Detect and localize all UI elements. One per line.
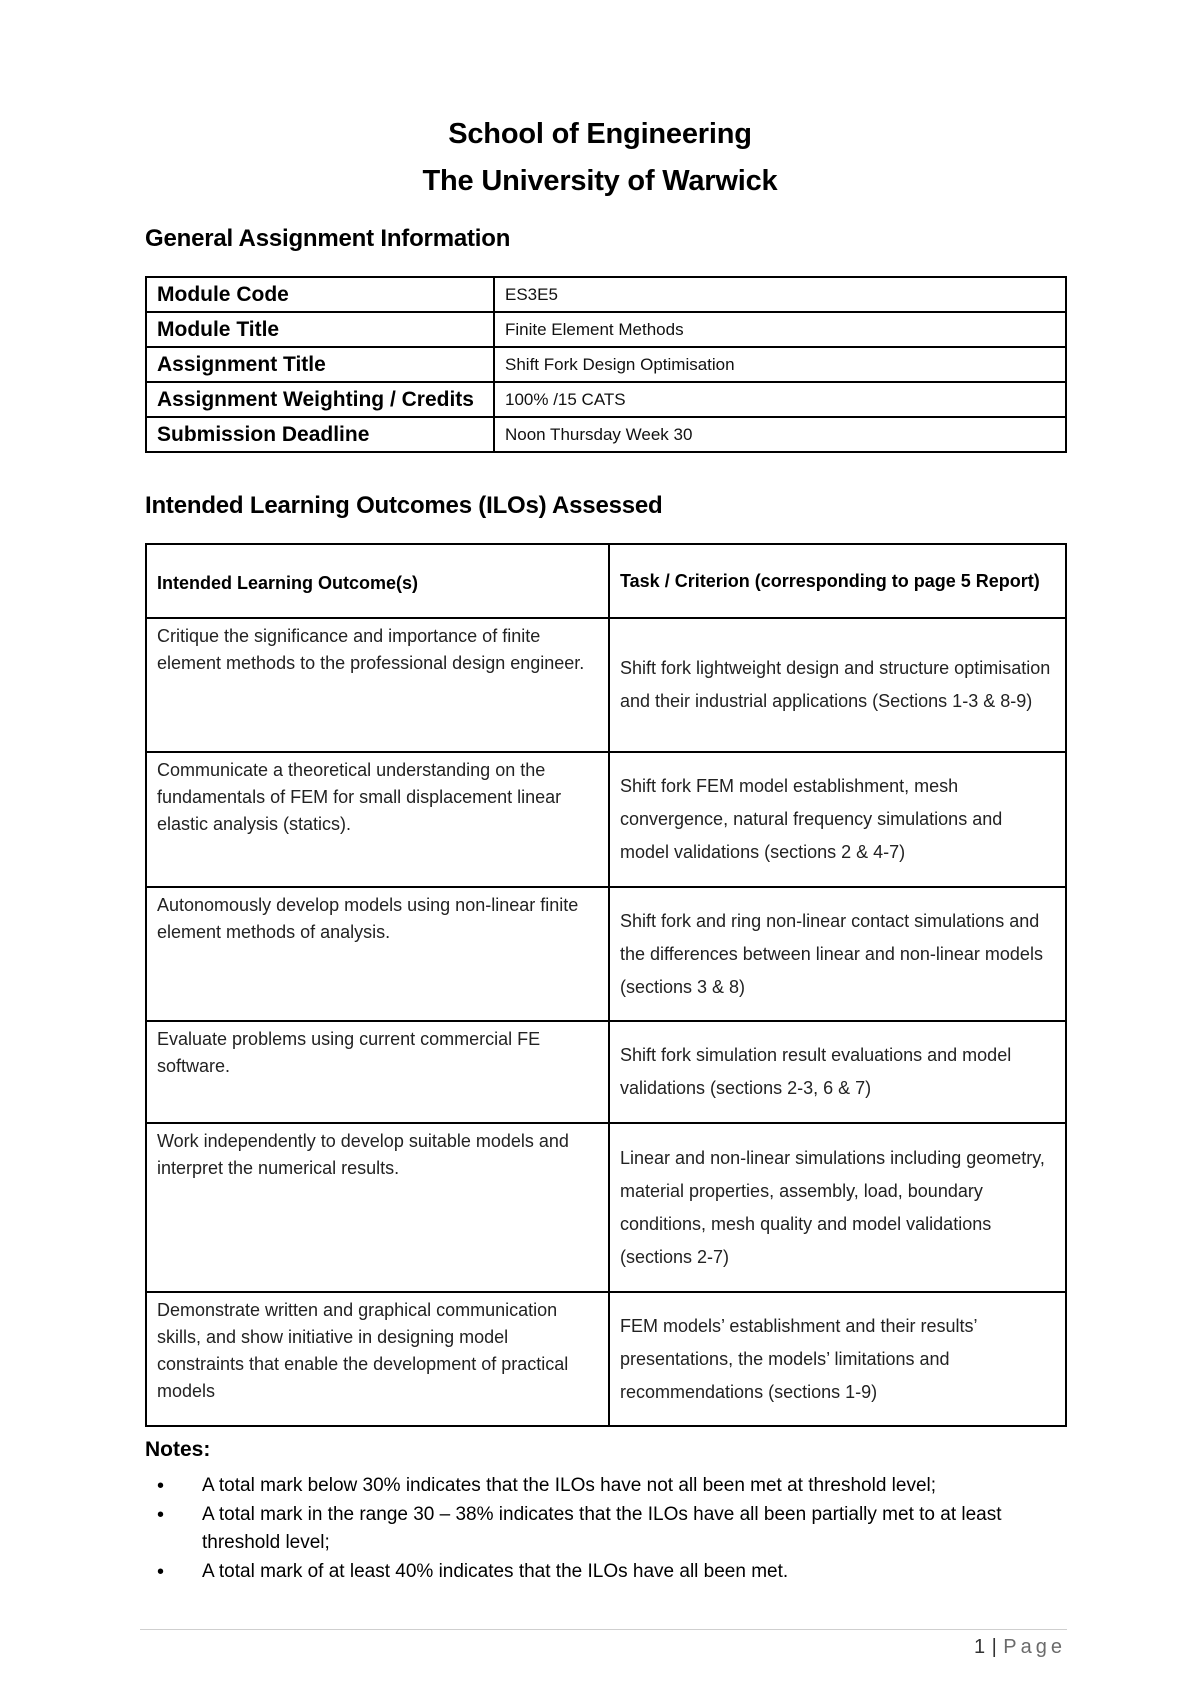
outcome-cell: Autonomously develop models using non-linear finite element methods of analysis.	[146, 887, 609, 1021]
footer-separator: |	[991, 1636, 998, 1658]
table-row	[146, 1292, 1066, 1426]
outcome-cell: Communicate a theoretical understanding on the fundamentals of FEM for small displacement linear elastic analysis (statics).	[146, 752, 609, 887]
university-title: The University of Warwick	[422, 165, 778, 197]
info-value: 100% /15 CATS	[494, 382, 1066, 417]
notes-heading: Notes:	[145, 1438, 211, 1461]
table-header-row	[146, 544, 1066, 618]
task-cell: FEM models’ establishment and their results’ presentations, the models’ limitations and recommendations (sections 1-9)	[609, 1292, 1066, 1426]
ilo-table	[145, 543, 1067, 1427]
info-value: ES3E5	[494, 277, 1066, 312]
ilo-heading: Intended Learning Outcomes (ILOs) Assessed	[145, 492, 663, 519]
table-row	[146, 1123, 1066, 1292]
task-cell: Shift fork FEM model establishment, mesh convergence, natural frequency simulations and model validations (sections 2 & 4-7)	[609, 752, 1066, 887]
info-label: Module Title	[146, 312, 494, 347]
table-row	[146, 347, 1066, 382]
list-item: • A total mark in the range 30 – 38% indicates that the ILOs have all been partially met to at least threshold level;	[145, 1501, 1075, 1557]
general-info-heading: General Assignment Information	[145, 225, 511, 252]
table-row	[146, 417, 1066, 452]
column-header-outcome: Intended Learning Outcome(s)	[146, 544, 609, 618]
info-value: Shift Fork Design Optimisation	[494, 347, 1066, 382]
footer-divider	[140, 1629, 1067, 1630]
school-title: School of Engineering	[448, 118, 752, 150]
outcome-cell: Evaluate problems using current commercial FE software.	[146, 1021, 609, 1123]
table-row	[146, 277, 1066, 312]
task-cell: Linear and non-linear simulations including geometry, material properties, assembly, load, boundary conditions, mesh quality and model validations (sections 2-7)	[609, 1123, 1066, 1292]
general-info-table	[145, 276, 1067, 453]
outcome-cell: Work independently to develop suitable models and interpret the numerical results.	[146, 1123, 609, 1292]
task-cell: Shift fork simulation result evaluations and model validations (sections 2-3, 6 & 7)	[609, 1021, 1066, 1123]
list-item: • A total mark of at least 40% indicates that the ILOs have all been met.	[145, 1558, 1075, 1586]
column-header-task: Task / Criterion (corresponding to page 5 Report)	[609, 544, 1066, 618]
outcome-cell: Demonstrate written and graphical communication skills, and show initiative in designing model constraints that enable the development of practical models	[146, 1292, 609, 1426]
task-cell: Shift fork and ring non-linear contact simulations and the differences between linear and non-linear models (sections 3 & 8)	[609, 887, 1066, 1021]
table-row	[146, 1021, 1066, 1123]
info-label: Assignment Weighting / Credits	[146, 382, 494, 417]
table-row	[146, 887, 1066, 1021]
info-value: Finite Element Methods	[494, 312, 1066, 347]
notes-list	[145, 1472, 1075, 1587]
outcome-cell: Critique the significance and importance of finite element methods to the professional design engineer.	[146, 618, 609, 752]
page-footer	[974, 1636, 1066, 1659]
page-word: Page	[1003, 1636, 1066, 1658]
info-label: Assignment Title	[146, 347, 494, 382]
info-value: Noon Thursday Week 30	[494, 417, 1066, 452]
list-item: • A total mark below 30% indicates that the ILOs have not all been met at threshold level;	[145, 1472, 1075, 1500]
page-number: 1	[973, 1636, 986, 1658]
table-row	[146, 618, 1066, 752]
info-label: Submission Deadline	[146, 417, 494, 452]
table-row	[146, 312, 1066, 347]
table-row	[146, 382, 1066, 417]
task-cell: Shift fork lightweight design and structure optimisation and their industrial applications (Sections 1-3 & 8-9)	[609, 618, 1066, 752]
info-label: Module Code	[146, 277, 494, 312]
table-row	[146, 752, 1066, 887]
